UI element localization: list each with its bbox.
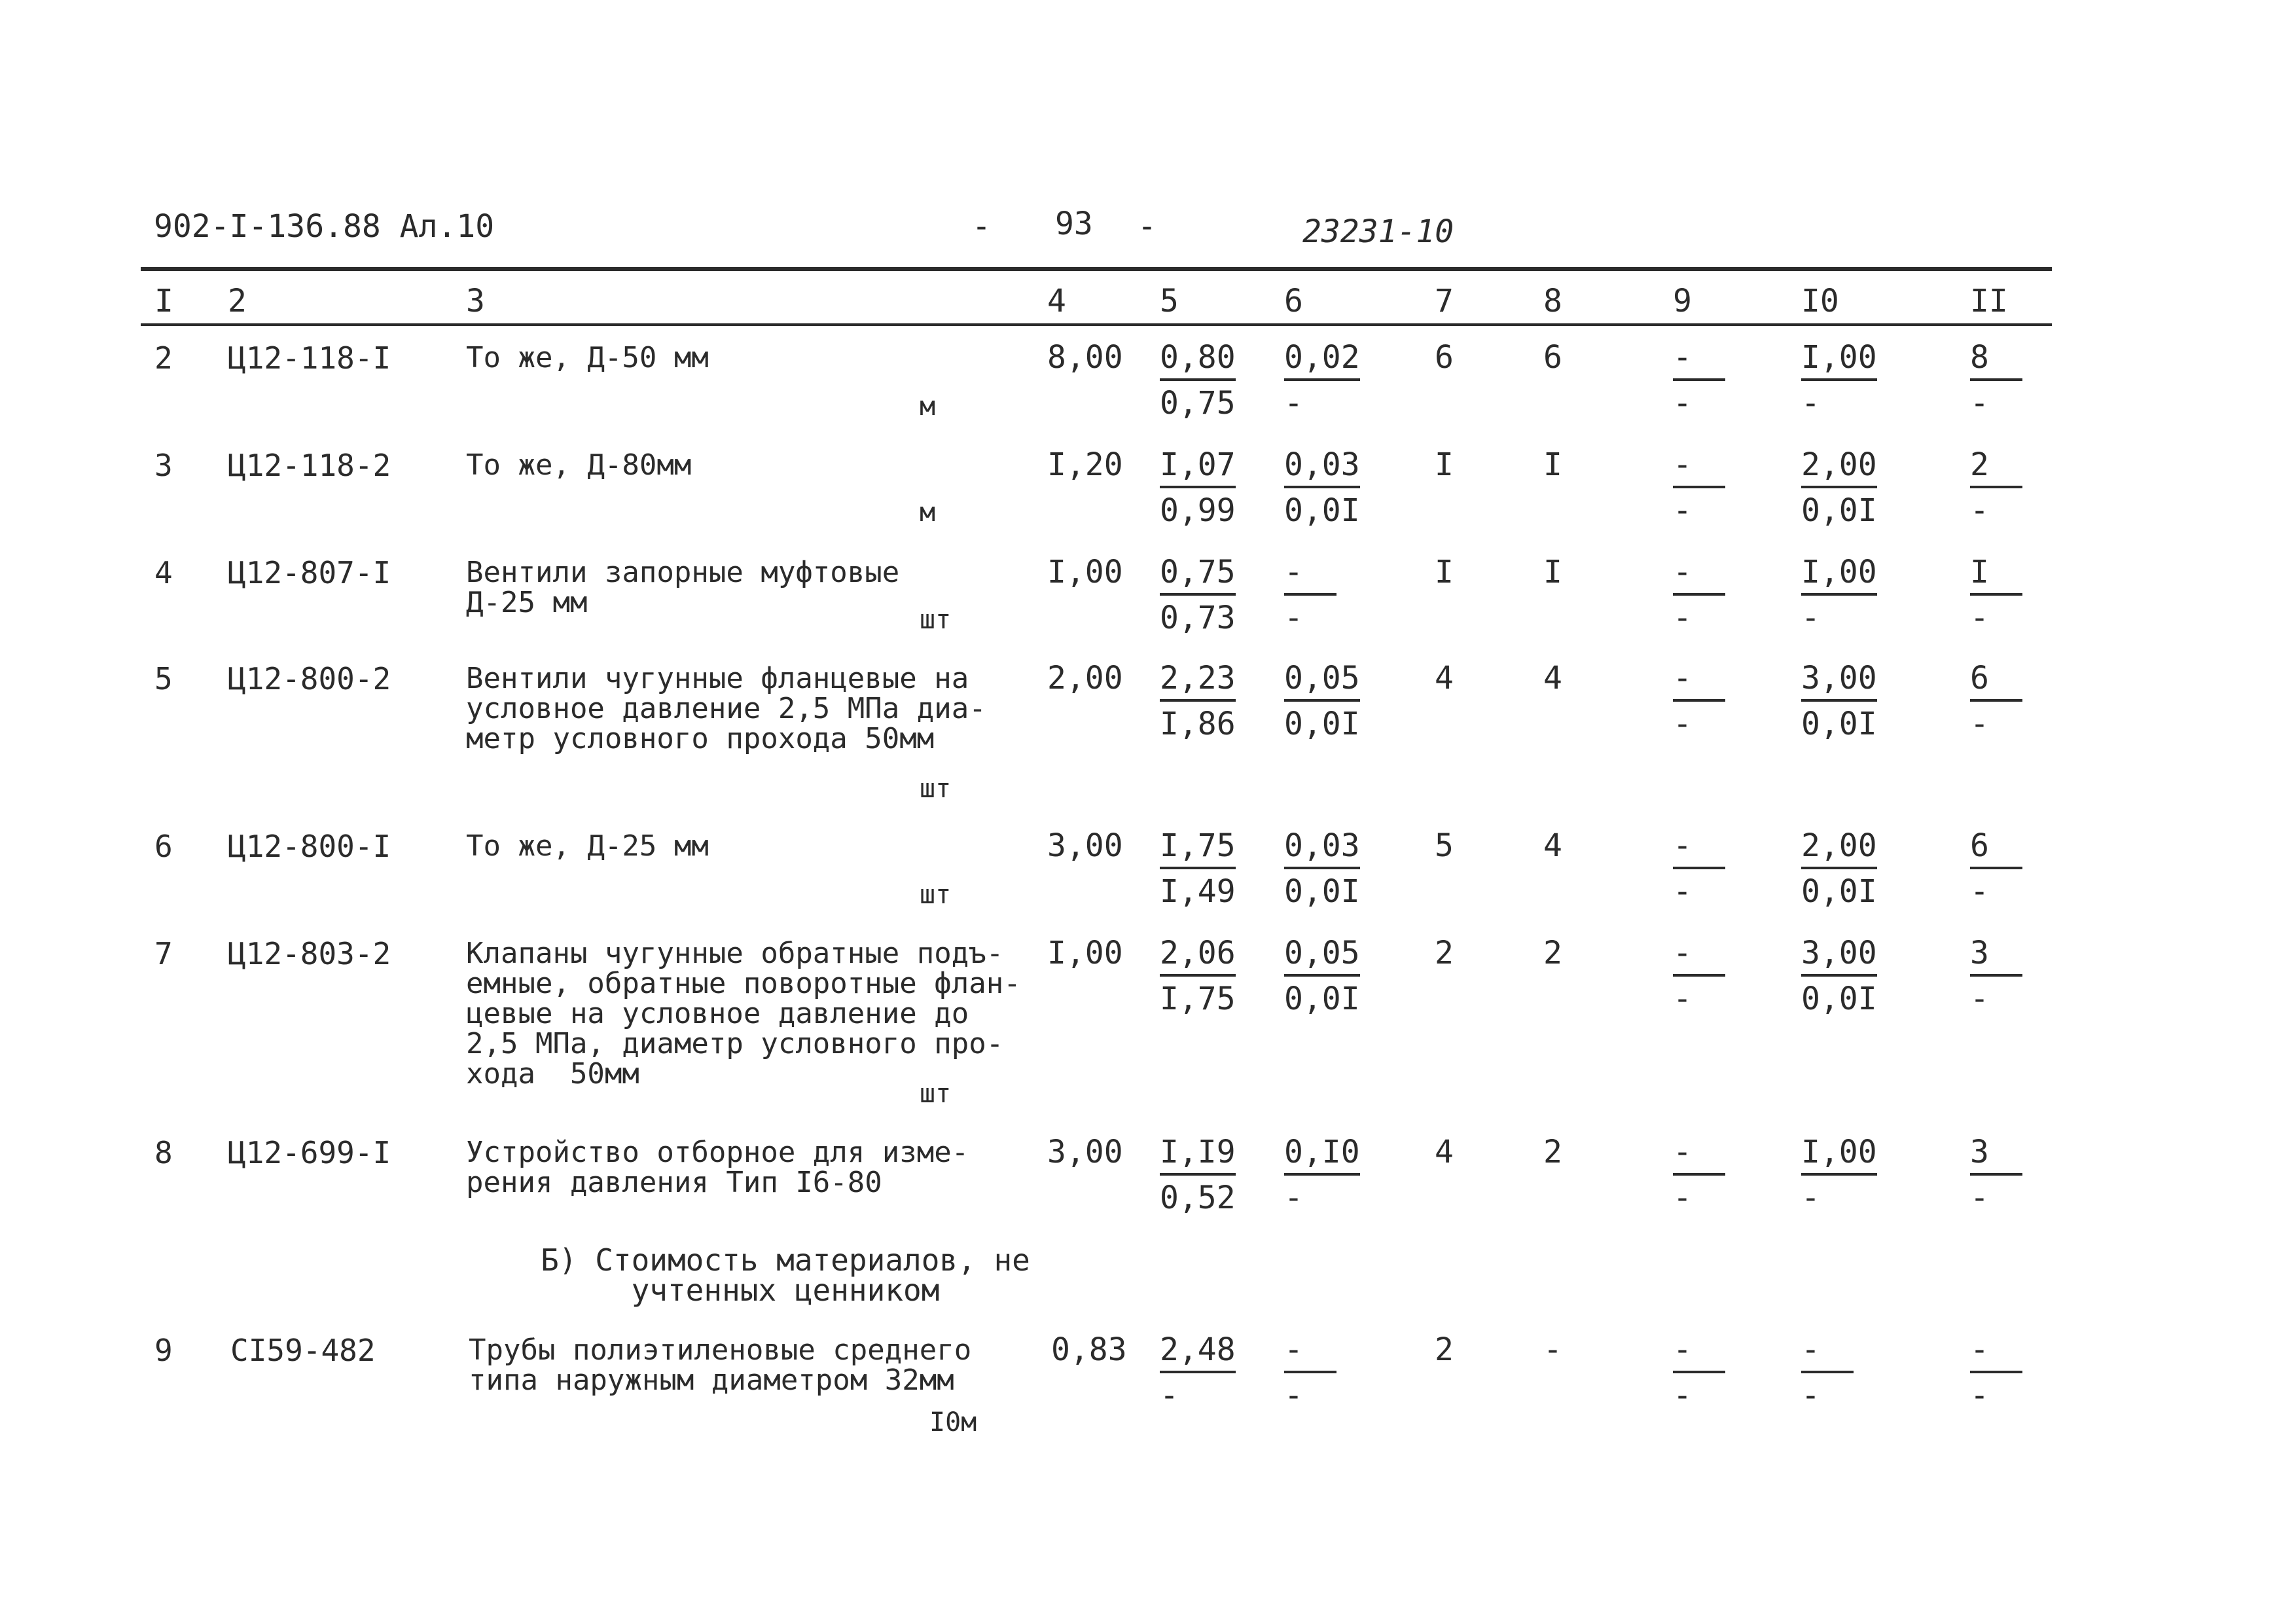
row-c9-bottom: -	[1673, 600, 1692, 636]
row-c11-top: 6	[1970, 827, 2022, 869]
col-header-9: 9	[1673, 283, 1692, 319]
table-header-rule	[141, 323, 2052, 326]
row-c7: I	[1435, 446, 1454, 483]
row-description: Трубы полиэтиленовые среднего типа наружным диаметром 32мм	[469, 1333, 972, 1397]
row-c4: 0,83	[1051, 1331, 1127, 1368]
row-c6-bottom: -	[1284, 385, 1303, 422]
row-c5-bottom: I,75	[1160, 981, 1236, 1017]
row-c6-bottom: 0,0I	[1284, 981, 1360, 1017]
row-number: 7	[154, 936, 173, 971]
row-code: Ц12-118-2	[228, 448, 391, 483]
row-c10-bottom: -	[1801, 600, 1820, 636]
row-c10-bottom: -	[1801, 385, 1820, 422]
row-c4: I,00	[1047, 554, 1123, 590]
row-c11-bottom: -	[1970, 1377, 1989, 1414]
section-note: Б) Стоимость материалов, не учтенных ценником	[541, 1242, 1030, 1308]
row-code: СI59-482	[230, 1333, 376, 1368]
row-c10-top: I,00	[1801, 554, 1877, 596]
row-c6-bottom: 0,0I	[1284, 706, 1360, 742]
row-c10-bottom: 0,0I	[1801, 981, 1877, 1017]
row-unit: м	[920, 391, 936, 422]
row-c9-top: -	[1673, 827, 1725, 869]
row-c8: I	[1543, 554, 1562, 590]
row-c11-bottom: -	[1970, 600, 1989, 636]
row-c5-top: 0,80	[1160, 339, 1236, 381]
row-c10-bottom: -	[1801, 1180, 1820, 1216]
row-c5-bottom: 0,52	[1160, 1180, 1236, 1216]
row-c7: I	[1435, 554, 1454, 590]
row-code: Ц12-807-I	[228, 555, 391, 590]
row-number: 2	[154, 340, 173, 376]
row-c10-top: 2,00	[1801, 446, 1877, 488]
row-c4: I,20	[1047, 446, 1123, 483]
row-c6-top: -	[1284, 1331, 1336, 1373]
row-c9-bottom: -	[1673, 385, 1692, 422]
row-c6-bottom: -	[1284, 1377, 1303, 1414]
row-code: Ц12-800-2	[228, 661, 391, 696]
row-c9-top: -	[1673, 1331, 1725, 1373]
col-header-5: 5	[1160, 283, 1179, 319]
row-c10-top: I,00	[1801, 1134, 1877, 1176]
row-c11-top: I	[1970, 554, 2022, 596]
col-header-6: 6	[1284, 283, 1303, 319]
row-c10-top: 2,00	[1801, 827, 1877, 869]
row-c8: 2	[1543, 1134, 1562, 1170]
row-c8: -	[1543, 1331, 1562, 1368]
row-c11-bottom: -	[1970, 981, 1989, 1017]
row-c6-top: 0,03	[1284, 827, 1360, 869]
row-unit: шт	[920, 605, 952, 635]
row-description: Клапаны чугунные обратные подъ- емные, обратные поворотные флан- цевые на условное давление до 2,5 МПа, диаметр условного про- хода 50мм	[466, 937, 1021, 1091]
row-c11-top: 6	[1970, 660, 2022, 702]
row-c11-top: 3	[1970, 935, 2022, 977]
row-c4: I,00	[1047, 935, 1123, 971]
row-description: То же, Д-50 мм	[466, 341, 709, 374]
row-unit: I0м	[929, 1407, 977, 1437]
page-dash-right: -	[1138, 208, 1157, 245]
row-c8: 6	[1543, 339, 1562, 376]
row-c4: 3,00	[1047, 827, 1123, 864]
row-description: Вентили чугунные фланцевые на условное давление 2,5 МПа диа- метр условного прохода 50мм	[466, 662, 986, 755]
row-unit: шт	[920, 1079, 952, 1109]
row-c4: 3,00	[1047, 1134, 1123, 1170]
row-code: Ц12-800-I	[228, 829, 391, 864]
row-description: То же, Д-80мм	[466, 448, 692, 482]
row-c11-bottom: -	[1970, 873, 1989, 910]
row-code: Ц12-699-I	[228, 1135, 391, 1170]
row-c11-bottom: -	[1970, 385, 1989, 422]
row-c9-bottom: -	[1673, 873, 1692, 910]
row-c6-top: -	[1284, 554, 1336, 596]
col-header-1: I	[154, 283, 173, 319]
row-c7: 6	[1435, 339, 1454, 376]
row-c9-top: -	[1673, 935, 1725, 977]
row-c6-bottom: -	[1284, 1180, 1303, 1216]
row-c5-top: I,07	[1160, 446, 1236, 488]
col-header-2: 2	[228, 283, 247, 319]
row-c5-top: 2,48	[1160, 1331, 1236, 1373]
row-c8: 4	[1543, 660, 1562, 696]
col-header-3: 3	[466, 283, 485, 319]
row-description: Вентили запорные муфтовые Д-25 мм	[466, 556, 900, 619]
col-header-10: I0	[1801, 283, 1839, 319]
col-header-11: II	[1970, 283, 2008, 319]
row-c6-top: 0,05	[1284, 660, 1360, 702]
row-c10-top: I,00	[1801, 339, 1877, 381]
row-c6-top: 0,05	[1284, 935, 1360, 977]
row-c5-bottom: I,86	[1160, 706, 1236, 742]
row-code: Ц12-118-I	[228, 340, 391, 376]
row-c10-bottom: 0,0I	[1801, 706, 1877, 742]
row-c6-top: 0,I0	[1284, 1134, 1360, 1176]
row-c11-top: 8	[1970, 339, 2022, 381]
row-number: 5	[154, 661, 173, 696]
row-number: 4	[154, 555, 173, 590]
row-c8: I	[1543, 446, 1562, 483]
row-unit: шт	[920, 880, 952, 910]
row-c5-bottom: 0,75	[1160, 385, 1236, 422]
row-c6-bottom: -	[1284, 600, 1303, 636]
row-c8: 2	[1543, 935, 1562, 971]
row-c4: 8,00	[1047, 339, 1123, 376]
row-number: 9	[154, 1333, 173, 1368]
row-c9-top: -	[1673, 339, 1725, 381]
row-description: Устройство отборное для изме- рения давления Тип I6-80	[466, 1136, 969, 1199]
row-c7: 2	[1435, 1331, 1454, 1368]
row-c6-top: 0,03	[1284, 446, 1360, 488]
row-c7: 5	[1435, 827, 1454, 864]
col-header-4: 4	[1047, 283, 1066, 319]
doc-code: 902-I-136.88 Ал.10	[154, 208, 495, 245]
row-c9-bottom: -	[1673, 706, 1692, 742]
row-c5-bottom: 0,73	[1160, 600, 1236, 636]
row-c11-bottom: -	[1970, 1180, 1989, 1216]
row-c5-top: 2,23	[1160, 660, 1236, 702]
row-c11-bottom: -	[1970, 492, 1989, 529]
row-c5-top: 2,06	[1160, 935, 1236, 977]
row-c6-bottom: 0,0I	[1284, 492, 1360, 529]
row-c9-bottom: -	[1673, 492, 1692, 529]
row-c5-bottom: I,49	[1160, 873, 1236, 910]
col-header-8: 8	[1543, 283, 1562, 319]
row-code: Ц12-803-2	[228, 936, 391, 971]
row-c10-bottom: -	[1801, 1377, 1820, 1414]
col-header-7: 7	[1435, 283, 1454, 319]
row-c7: 4	[1435, 660, 1454, 696]
row-number: 8	[154, 1135, 173, 1170]
row-c9-bottom: -	[1673, 1180, 1692, 1216]
row-c5-bottom: 0,99	[1160, 492, 1236, 529]
row-c9-bottom: -	[1673, 981, 1692, 1017]
row-c10-top: -	[1801, 1331, 1854, 1373]
page-number: 93	[1055, 206, 1093, 242]
row-unit: шт	[920, 774, 952, 804]
row-c11-top: 3	[1970, 1134, 2022, 1176]
row-number: 3	[154, 448, 173, 483]
row-c7: 2	[1435, 935, 1454, 971]
row-description: То же, Д-25 мм	[466, 829, 709, 863]
row-number: 6	[154, 829, 173, 864]
row-c6-bottom: 0,0I	[1284, 873, 1360, 910]
table-top-rule	[141, 267, 2052, 271]
row-c11-top: 2	[1970, 446, 2022, 488]
page-dash-left: -	[972, 208, 991, 245]
row-c10-bottom: 0,0I	[1801, 873, 1877, 910]
row-c9-top: -	[1673, 660, 1725, 702]
row-c4: 2,00	[1047, 660, 1123, 696]
row-c8: 4	[1543, 827, 1562, 864]
archive-number: 23231-10	[1302, 213, 1454, 250]
row-c7: 4	[1435, 1134, 1454, 1170]
row-c5-bottom: -	[1160, 1377, 1179, 1414]
row-c5-top: I,I9	[1160, 1134, 1236, 1176]
row-c5-top: 0,75	[1160, 554, 1236, 596]
row-c10-bottom: 0,0I	[1801, 492, 1877, 529]
row-unit: м	[920, 497, 936, 528]
row-c11-bottom: -	[1970, 706, 1989, 742]
row-c9-bottom: -	[1673, 1377, 1692, 1414]
row-c11-top: -	[1970, 1331, 2022, 1373]
row-c10-top: 3,00	[1801, 935, 1877, 977]
row-c9-top: -	[1673, 446, 1725, 488]
row-c6-top: 0,02	[1284, 339, 1360, 381]
row-c5-top: I,75	[1160, 827, 1236, 869]
row-c10-top: 3,00	[1801, 660, 1877, 702]
row-c9-top: -	[1673, 1134, 1725, 1176]
row-c9-top: -	[1673, 554, 1725, 596]
